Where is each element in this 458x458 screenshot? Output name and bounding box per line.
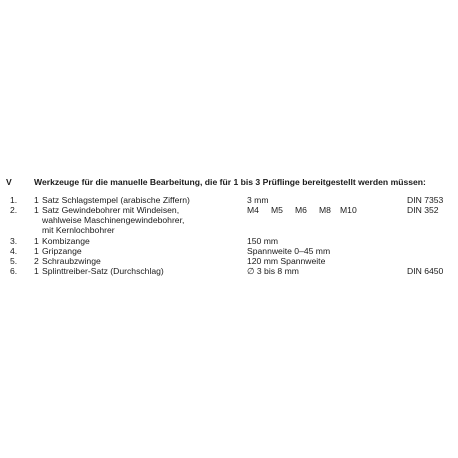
row-1-description: Satz Schlagstempel (arabische Ziffern) [42, 195, 190, 205]
row-5-number: 5. [10, 256, 18, 266]
thread-size-m8: M8 [319, 205, 331, 215]
row-6-standard: DIN 6450 [407, 266, 444, 276]
thread-size-m10: M10 [340, 205, 357, 215]
row-4-description: Gripzange [42, 246, 82, 256]
row-1-standard: DIN 7353 [407, 195, 444, 205]
row-3-description: Kombizange [42, 236, 90, 246]
row-1-quantity: 1 [34, 195, 39, 205]
row-5-description: Schraubzwinge [42, 256, 101, 266]
row-2-description-line-2: wahlweise Maschinengewindebohrer, [42, 215, 185, 225]
row-2-standard: DIN 352 [407, 205, 439, 215]
row-3-spec: 150 mm [247, 236, 279, 246]
row-2-description-line-1: Satz Gewindebohrer mit Windeisen, [42, 205, 180, 215]
row-5-spec: 120 mm Spannweite [247, 256, 326, 266]
row-4-number: 4. [10, 246, 18, 256]
row-6-quantity: 1 [34, 266, 39, 276]
row-2-number: 2. [10, 205, 18, 215]
row-1-spec: 3 mm [247, 195, 269, 205]
row-5-quantity: 2 [34, 256, 39, 266]
thread-size-m5: M5 [271, 205, 283, 215]
row-6-description: Splinttreiber-Satz (Durchschlag) [42, 266, 164, 276]
thread-size-m4: M4 [247, 205, 259, 215]
section-marker: V [6, 177, 12, 187]
row-3-number: 3. [10, 236, 18, 246]
row-3-quantity: 1 [34, 236, 39, 246]
row-4-quantity: 1 [34, 246, 39, 256]
row-4-spec: Spannweite 0–45 mm [247, 246, 331, 256]
row-2-quantity: 1 [34, 205, 39, 215]
row-1-number: 1. [10, 195, 18, 205]
row-6-number: 6. [10, 266, 18, 276]
row-6-spec: ∅ 3 bis 8 mm [247, 266, 299, 276]
thread-size-m6: M6 [295, 205, 307, 215]
section-title: Werkzeuge für die manuelle Bearbeitung, die für 1 bis 3 Prüflinge bereitgestellt werden müssen: [34, 177, 426, 187]
row-2-description-line-3: mit Kernlochbohrer [42, 225, 115, 235]
